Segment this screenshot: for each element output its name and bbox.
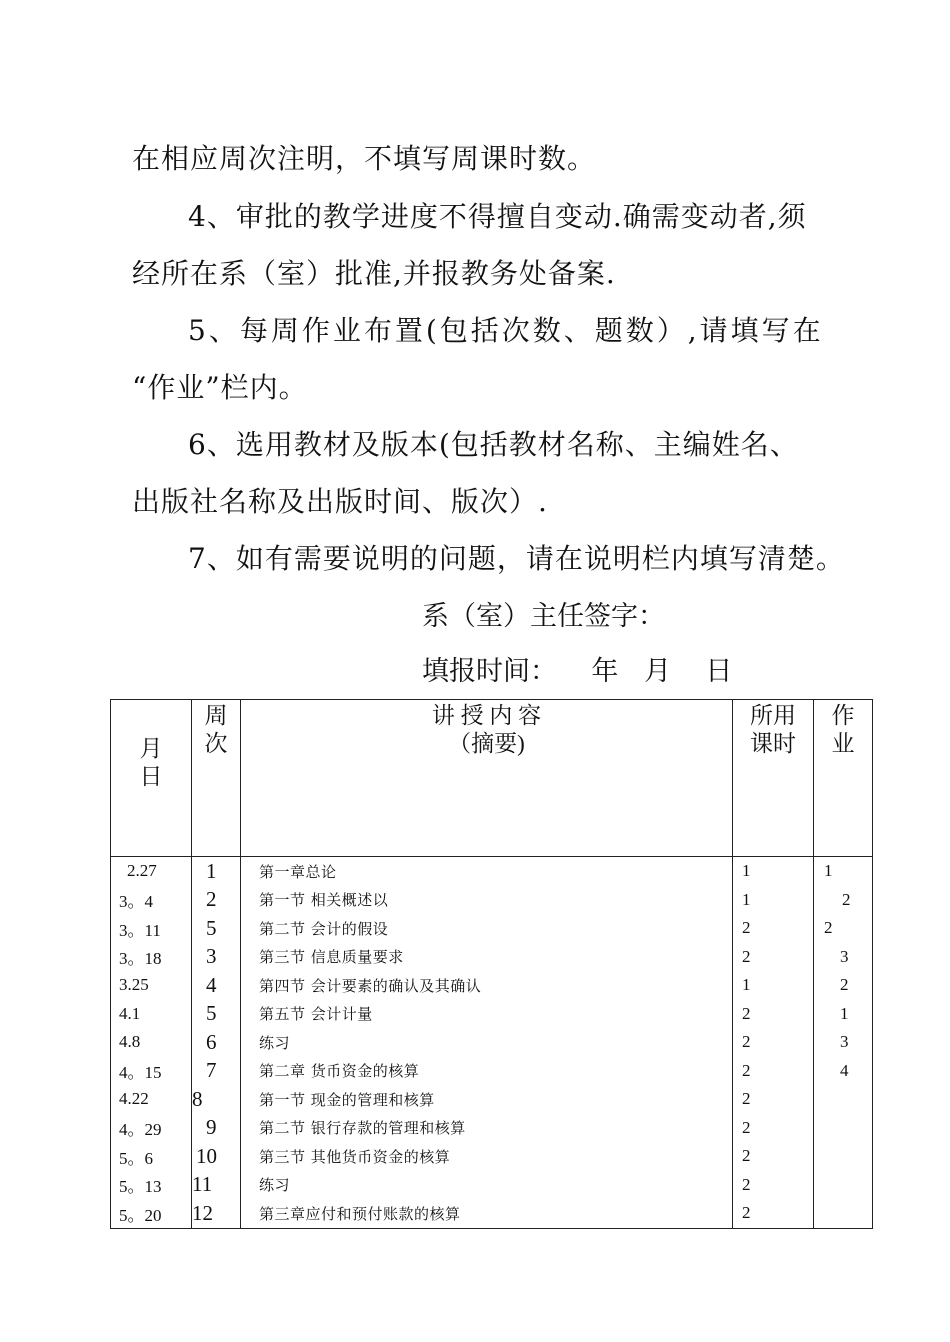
header-homework <box>814 700 873 857</box>
week-cell: 2 <box>206 887 217 912</box>
topic-cell: 第二章 货币资金的核算 <box>259 1062 420 1081</box>
homework-cell: 3 <box>840 1032 849 1052</box>
homework-column <box>814 857 873 1228</box>
paragraph-line: 出版社名称及出版时间、版次）. <box>132 485 548 518</box>
topic-cell: 第二节 会计的假设 <box>259 919 389 938</box>
hours-cell: 2 <box>742 1060 751 1080</box>
homework-cell: 1 <box>824 861 833 881</box>
header-content <box>241 700 733 857</box>
header-label: （摘要) <box>448 731 525 756</box>
topic-cell: 第三章应付和预付账款的核算 <box>259 1204 461 1223</box>
topic-cell: 第五节 会计计量 <box>259 1005 373 1024</box>
topic-cell: 练习 <box>259 1176 291 1195</box>
date-cell: 4.8 <box>119 1032 141 1052</box>
paragraph-line: 6、选用教材及版本(包括教材名称、主编姓名、 <box>188 428 799 461</box>
week-cell: 8 <box>192 1086 203 1111</box>
paragraph-line: 7、如有需要说明的问题，请在说明栏内填写清楚。 <box>188 542 845 575</box>
topic-cell: 第一节 相关概述以 <box>259 891 389 910</box>
homework-cell: 2 <box>824 918 833 938</box>
week-cell: 6 <box>206 1029 217 1054</box>
table-header-row <box>111 700 873 857</box>
hours-cell: 2 <box>742 1117 751 1137</box>
header-label: 月 <box>139 736 163 761</box>
header-label: 业 <box>831 731 855 756</box>
paragraph-line: 在相应周次注明，不填写周课时数。 <box>132 142 597 175</box>
hours-cell: 2 <box>742 1003 751 1023</box>
topic-cell: 第四节 会计要素的确认及其确认 <box>259 976 482 995</box>
week-cell: 5 <box>206 1001 217 1026</box>
week-cell: 7 <box>206 1058 217 1083</box>
date-cell: 3。18 <box>119 949 162 969</box>
date-cell: 4.22 <box>119 1089 149 1109</box>
date-cell: 3.25 <box>119 975 149 995</box>
header-label: 讲 授 内 容 <box>431 703 542 728</box>
week-cell: 4 <box>206 972 217 997</box>
week-cell: 9 <box>206 1115 217 1140</box>
homework-cell <box>814 1114 872 1143</box>
hours-cell: 2 <box>742 1174 751 1194</box>
header-month-day <box>111 700 192 857</box>
header-label: 所用 <box>750 703 796 728</box>
homework-cell: 2 <box>840 975 849 995</box>
hours-cell: 2 <box>742 1203 751 1223</box>
week-cell: 12 <box>192 1200 213 1225</box>
date-cell: 3。11 <box>119 920 161 940</box>
date-cell: 4。29 <box>119 1120 162 1140</box>
paragraph-line: 4、审批的教学进度不得擅自变动.确需变动者,须 <box>188 200 807 233</box>
date-column <box>111 857 192 1228</box>
date-cell: 5。20 <box>119 1205 162 1225</box>
homework-cell <box>814 1171 872 1200</box>
homework-cell: 3 <box>840 946 849 966</box>
hours-cell: 2 <box>742 946 751 966</box>
hours-cell: 1 <box>742 889 751 909</box>
topic-cell: 第二节 银行存款的管理和核算 <box>259 1119 466 1138</box>
teaching-schedule-table <box>110 699 873 1229</box>
hours-cell: 1 <box>742 861 751 881</box>
homework-cell: 1 <box>840 1003 849 1023</box>
header-hours <box>733 700 814 857</box>
paragraph-line: 经所在系（室）批准,并报教务处备案. <box>132 257 616 290</box>
hours-cell: 2 <box>742 918 751 938</box>
week-cell: 1 <box>206 858 217 883</box>
header-week <box>192 700 241 857</box>
topic-cell: 第一章总论 <box>259 862 337 881</box>
date-cell: 4.1 <box>119 1003 141 1023</box>
hours-column <box>733 857 814 1228</box>
homework-cell: 4 <box>840 1060 849 1080</box>
topic-cell: 练习 <box>259 1033 291 1052</box>
header-label: 课时 <box>750 731 796 756</box>
hours-cell: 2 <box>742 1146 751 1166</box>
topic-cell: 第一节 现金的管理和核算 <box>259 1090 435 1109</box>
header-label: 周 <box>204 703 228 728</box>
topic-column <box>241 857 733 1228</box>
header-label: 次 <box>204 731 228 756</box>
header-label: 作 <box>831 703 855 728</box>
header-label: 日 <box>139 764 163 789</box>
table-body <box>111 857 873 1228</box>
date-cell: 3。4 <box>119 892 153 912</box>
date-cell: 2.27 <box>127 861 157 881</box>
homework-cell <box>814 1085 872 1114</box>
date-cell: 5。13 <box>119 1177 162 1197</box>
paragraph-line: 5、每周作业布置(包括次数、题数）,请填写在 <box>188 314 824 347</box>
hours-cell: 2 <box>742 1089 751 1109</box>
homework-cell <box>814 1142 872 1171</box>
week-cell: 11 <box>192 1172 213 1197</box>
fill-date: 填报时间： 年 月 日 <box>422 656 733 687</box>
week-column <box>192 857 241 1228</box>
week-cell: 10 <box>196 1143 217 1168</box>
week-cell: 3 <box>206 944 217 969</box>
week-cell: 5 <box>206 915 217 940</box>
hours-cell: 1 <box>742 975 751 995</box>
topic-cell: 第三节 信息质量要求 <box>259 948 404 967</box>
hours-cell: 2 <box>742 1032 751 1052</box>
homework-cell: 2 <box>842 889 851 909</box>
topic-cell: 第三节 其他货币资金的核算 <box>259 1147 451 1166</box>
paragraph-line: “作业”栏内。 <box>132 371 308 404</box>
homework-cell <box>814 1199 872 1228</box>
date-cell: 5。6 <box>119 1148 153 1168</box>
date-cell: 4。15 <box>119 1063 162 1083</box>
dept-head-signature: 系（室）主任签字： <box>422 601 665 632</box>
